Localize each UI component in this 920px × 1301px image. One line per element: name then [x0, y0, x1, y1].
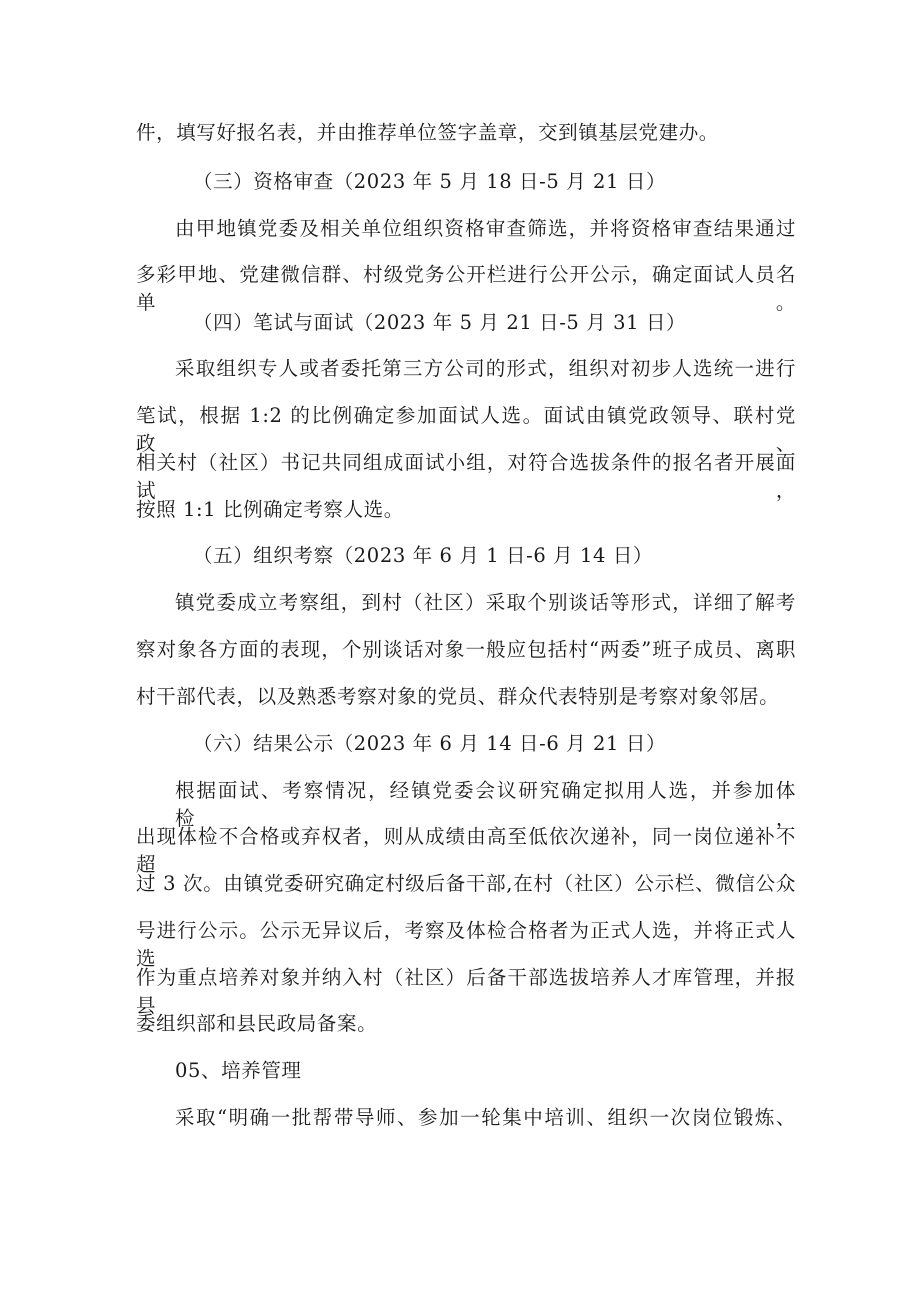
paragraph-line: 过 3 次。由镇党委研究确定村级后备干部,在村（社区）公示栏、微信公众	[136, 872, 796, 895]
paragraph-line: 件，填写好报名表，并由推荐单位签字盖章，交到镇基层党建办。	[136, 121, 719, 144]
paragraph-line: 由甲地镇党委及相关单位组织资格审查筛选，并将资格审查结果通过	[175, 217, 796, 240]
paragraph-line: 笔试，根据 1:2 的比例确定参加面试人选。面试由镇党政领导、联村党政、	[136, 404, 796, 455]
paragraph-line: 村干部代表，以及熟悉考察对象的党员、群众代表特别是考察对象邻居。	[136, 685, 780, 708]
paragraph-line: 多彩甲地、党建微信群、村级党务公开栏进行公开公示，确定面试人员名单。	[136, 263, 796, 314]
section-heading-result-publicity: （六）结果公示（2023 年 6 月 14 日-6 月 21 日）	[193, 732, 667, 755]
paragraph-line: 按照 1:1 比例确定考察人选。	[136, 498, 404, 521]
paragraph-line: 采取组织专人或者委托第三方公司的形式，组织对初步人选统一进行	[175, 357, 796, 380]
paragraph-line: 根据面试、考察情况，经镇党委会议研究确定拟用人选，并参加体检，	[175, 779, 796, 830]
paragraph-line: 号进行公示。公示无异议后，考察及体检合格者为正式人选，并将正式人选	[136, 919, 796, 970]
section-heading-qualification-review: （三）资格审查（2023 年 5 月 18 日-5 月 21 日）	[193, 170, 667, 193]
paragraph-line: 委组织部和县民政局备案。	[136, 1012, 378, 1035]
paragraph-line: 察对象各方面的表现，个别谈话对象一般应包括村“两委”班子成员、离职	[136, 638, 796, 661]
section-heading-training-management: 05、培养管理	[175, 1059, 302, 1082]
paragraph-line: 出现体检不合格或弃权者，则从成绩由高至低依次递补，同一岗位递补不超	[136, 825, 796, 876]
paragraph-line: 采取“明确一批帮带导师、参加一轮集中培训、组织一次岗位锻炼、	[175, 1106, 796, 1129]
paragraph-line: 作为重点培养对象并纳入村（社区）后备干部选拔培养人才库管理，并报县	[136, 966, 796, 1017]
section-heading-organizational-inspection: （五）组织考察（2023 年 6 月 1 日-6 月 14 日）	[193, 544, 654, 567]
paragraph-line: 相关村（社区）书记共同组成面试小组，对符合选拔条件的报名者开展面试，	[136, 451, 796, 502]
paragraph-line: 镇党委成立考察组，到村（社区）采取个别谈话等形式，详细了解考	[175, 591, 796, 614]
section-heading-written-exam-interview: （四）笔试与面试（2023 年 5 月 21 日-5 月 31 日）	[193, 311, 687, 334]
